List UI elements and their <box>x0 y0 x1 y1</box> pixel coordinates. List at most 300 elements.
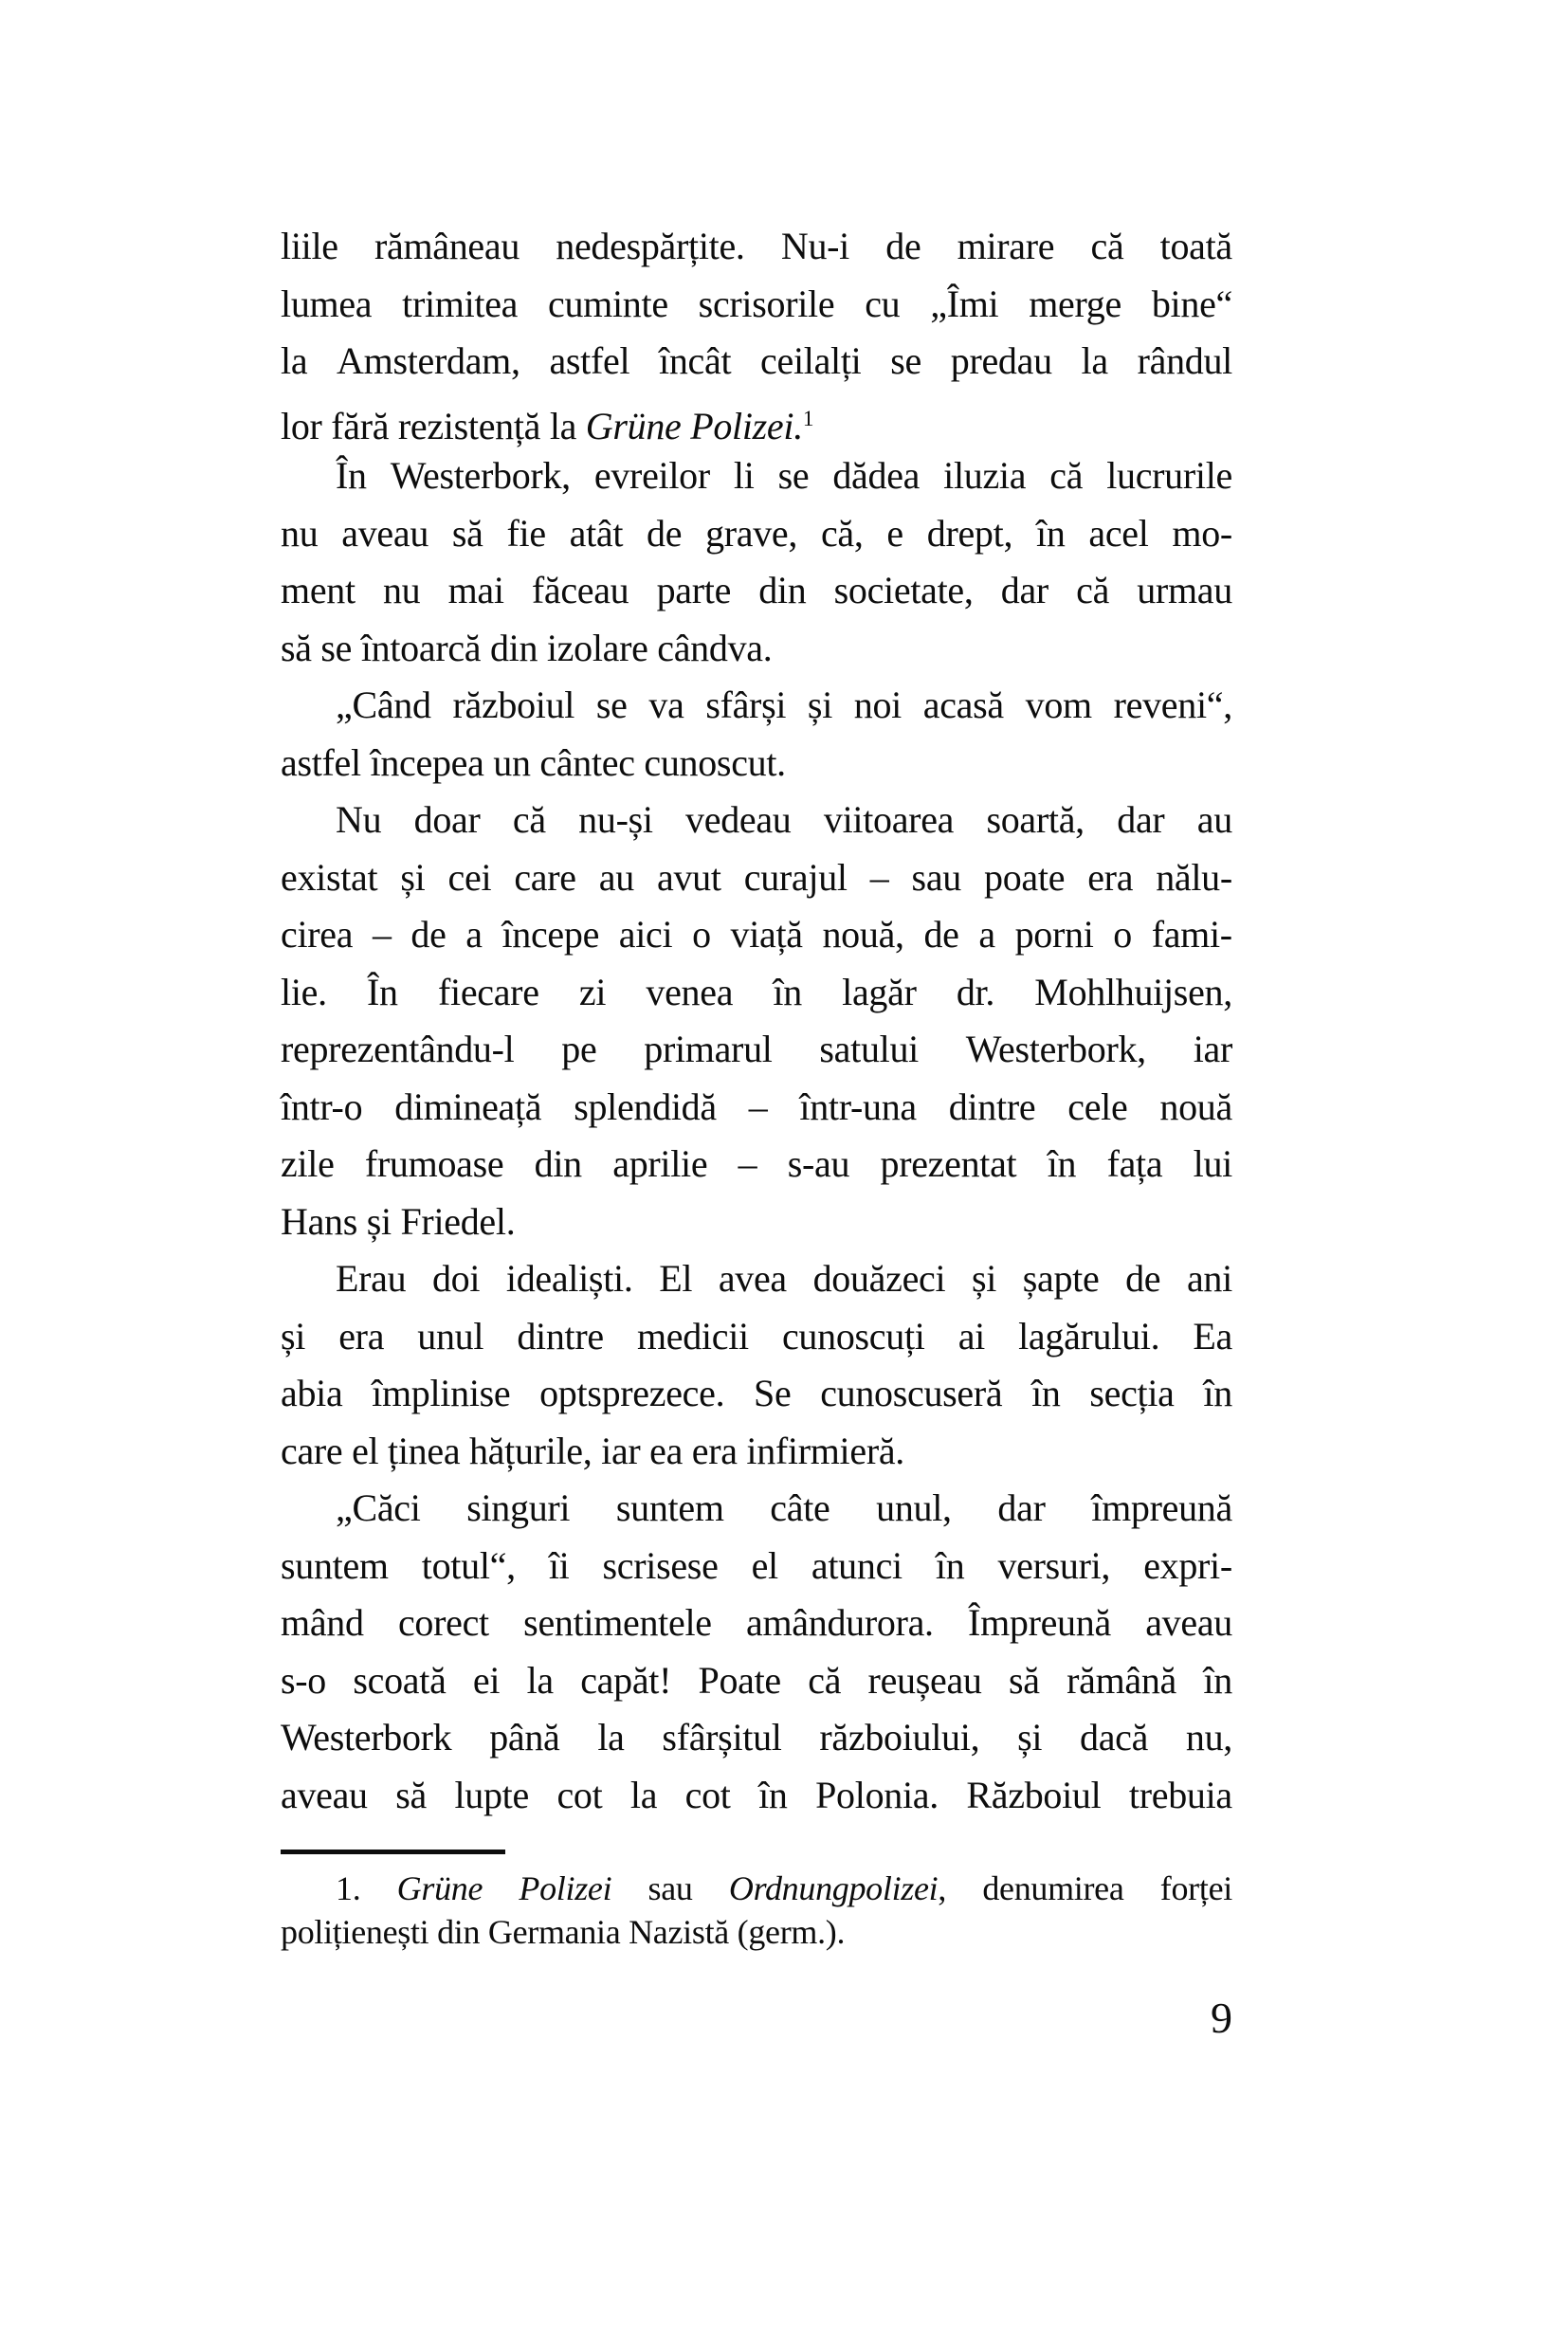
text-run: sau <box>911 855 961 899</box>
text-run: li <box>733 454 755 497</box>
word <box>1018 1308 1159 1366</box>
word <box>336 792 381 849</box>
word <box>1015 906 1094 964</box>
text-run: de <box>647 511 683 555</box>
text-run: mirare <box>957 225 1055 267</box>
word <box>760 333 861 391</box>
word <box>744 849 848 907</box>
word <box>365 1136 503 1194</box>
word <box>982 1867 1123 1910</box>
word <box>659 333 731 391</box>
text-run: să se întoarcă din izolare cândva. <box>281 626 773 669</box>
text-run: Erau <box>336 1257 407 1300</box>
word <box>927 505 1012 563</box>
text-run: în <box>773 970 802 1013</box>
word <box>1156 849 1232 907</box>
word <box>422 1538 516 1595</box>
word <box>432 1250 480 1308</box>
text-run: au <box>1196 798 1232 841</box>
word <box>338 1308 384 1366</box>
text-run: ment <box>281 569 356 611</box>
word <box>731 906 803 964</box>
text-run: Grüne Polizei. <box>585 404 803 447</box>
text-run: în <box>1047 1142 1077 1185</box>
body-line <box>281 391 1232 448</box>
text-run: s-o <box>281 1658 326 1702</box>
word <box>1172 505 1232 563</box>
word <box>1160 1867 1232 1910</box>
text-run: secția <box>1089 1372 1175 1414</box>
text-run: evreilor <box>593 454 710 497</box>
text-run: – <box>738 1142 757 1185</box>
text-run: începe <box>501 913 600 956</box>
text-run: avut <box>657 855 721 899</box>
text-run: „Îmi <box>930 282 999 325</box>
word <box>556 218 744 276</box>
text-run: aveau <box>281 1773 368 1816</box>
word <box>1194 1021 1232 1079</box>
text-run: predau <box>950 339 1052 382</box>
text-run: cu <box>865 282 901 325</box>
word <box>890 333 921 391</box>
text-run: aici <box>618 913 673 956</box>
text-run: Ea <box>1193 1314 1232 1358</box>
text-run: astfel <box>549 339 630 382</box>
word <box>811 1538 903 1595</box>
body-line <box>281 964 1232 1022</box>
text-run: câte <box>770 1486 830 1529</box>
text-run: primarul <box>644 1028 773 1070</box>
word <box>417 1308 483 1366</box>
text-run: astfel începea un cântec cunoscut. <box>281 740 786 784</box>
text-run: vom <box>1025 683 1092 726</box>
text-run: „Căci <box>336 1486 421 1529</box>
word <box>1159 1079 1232 1137</box>
word <box>395 1767 427 1825</box>
word <box>570 505 624 563</box>
word <box>281 1595 364 1652</box>
text-run: se <box>890 339 921 382</box>
word <box>824 792 954 849</box>
word <box>1026 677 1092 735</box>
text-run: abia <box>281 1372 343 1414</box>
text-run: încât <box>659 339 732 382</box>
word <box>410 906 446 964</box>
word <box>778 447 810 505</box>
text-run: dar <box>1117 798 1165 841</box>
word <box>876 1480 952 1538</box>
word <box>506 505 545 563</box>
word <box>336 1250 406 1308</box>
text-run: porni <box>1014 913 1094 956</box>
word <box>612 1136 707 1194</box>
word <box>579 964 606 1022</box>
word <box>699 276 835 334</box>
text-run: denumirea <box>982 1869 1124 1907</box>
text-run: războiului, <box>819 1716 980 1759</box>
word <box>281 849 377 907</box>
word <box>473 1652 500 1710</box>
text-run: la <box>629 1773 658 1816</box>
word <box>1203 1652 1232 1710</box>
word <box>397 1867 483 1910</box>
word <box>578 792 653 849</box>
word <box>374 218 520 276</box>
word <box>1107 1136 1163 1194</box>
word <box>637 1308 749 1366</box>
word <box>539 1365 724 1423</box>
word <box>489 1709 559 1767</box>
word <box>281 218 338 276</box>
word <box>815 1767 939 1825</box>
word <box>770 1480 830 1538</box>
text-run: până <box>489 1716 560 1759</box>
word <box>648 677 684 735</box>
word <box>813 1250 946 1308</box>
text-run: din <box>758 569 807 611</box>
word <box>517 1308 604 1366</box>
word <box>1187 1250 1232 1308</box>
word <box>281 505 318 563</box>
text-run: – <box>869 855 889 899</box>
text-run: care el ținea hățurile, iar ea era infirmieră. <box>281 1429 904 1472</box>
word <box>281 906 353 964</box>
word <box>556 1767 602 1825</box>
word <box>336 1867 360 1910</box>
word <box>373 906 392 964</box>
text-run: drept, <box>926 511 1013 555</box>
text-run: trimitea <box>402 282 519 325</box>
word <box>1186 1709 1232 1767</box>
body-line <box>281 677 1232 735</box>
word <box>1137 562 1232 620</box>
word <box>1001 562 1048 620</box>
text-run: lucrurile <box>1106 454 1232 497</box>
text-run: de <box>885 225 921 267</box>
text-run: aveau <box>341 511 429 555</box>
text-run: prezentat <box>880 1142 1017 1185</box>
body-line <box>281 620 1232 678</box>
body-line <box>281 849 1232 907</box>
text-run: și <box>400 855 426 899</box>
text-run: splendidă <box>574 1084 717 1128</box>
text-run: curajul <box>743 855 848 899</box>
text-run: nu-și <box>578 798 653 841</box>
text-run: idealiști. <box>505 1257 633 1300</box>
word <box>1017 1709 1042 1767</box>
text-run: singuri <box>466 1486 571 1529</box>
word <box>1067 1079 1127 1137</box>
word <box>448 562 504 620</box>
text-run: războiul <box>452 683 575 726</box>
text-run: zile <box>281 1142 335 1185</box>
word <box>465 906 482 964</box>
text-run: dintre <box>948 1084 1036 1128</box>
text-run: Amsterdam, <box>337 339 520 382</box>
text-run: în <box>1031 1372 1061 1414</box>
word <box>865 276 900 334</box>
word <box>281 1709 451 1767</box>
text-run: e <box>886 511 903 555</box>
text-run: atât <box>569 511 624 555</box>
word <box>372 1365 510 1423</box>
word <box>957 964 994 1022</box>
text-run: rămâneau <box>374 225 520 267</box>
word <box>1036 505 1066 563</box>
word <box>752 1538 778 1595</box>
text-run: ani <box>1186 1257 1232 1300</box>
word <box>808 677 832 735</box>
text-run: Împreună <box>968 1601 1111 1644</box>
text-run: forței <box>1159 1869 1232 1907</box>
text-run: , <box>938 1869 947 1907</box>
text-run: Grüne <box>396 1869 483 1907</box>
text-run: „Când <box>336 683 431 726</box>
word <box>367 964 398 1022</box>
word <box>535 1136 582 1194</box>
word <box>749 1079 768 1137</box>
text-run: atunci <box>811 1543 903 1587</box>
word <box>281 1652 326 1710</box>
text-run: îi <box>548 1543 570 1587</box>
page-number: 9 <box>1211 1994 1232 2042</box>
text-run: s-au <box>787 1142 850 1185</box>
body-line <box>281 333 1232 391</box>
word <box>734 447 755 505</box>
word <box>832 447 920 505</box>
body-line <box>281 1365 1232 1423</box>
text-run: cei <box>447 855 492 899</box>
word <box>1091 1480 1232 1538</box>
text-run: pe <box>561 1028 597 1070</box>
word <box>519 1867 611 1910</box>
word <box>821 505 864 563</box>
word <box>820 1365 1002 1423</box>
word <box>738 1136 757 1194</box>
word <box>383 562 420 620</box>
word <box>758 562 806 620</box>
word <box>452 505 483 563</box>
text-run: că <box>1049 454 1084 497</box>
word <box>986 792 1084 849</box>
text-run: că <box>1090 225 1124 267</box>
word <box>281 1308 305 1366</box>
text-run: viață <box>730 913 803 956</box>
footnote-line <box>281 1867 1232 1910</box>
body-line <box>281 276 1232 334</box>
text-run: și <box>281 1314 306 1358</box>
word <box>984 849 1065 907</box>
text-run: lor fără rezistență la <box>281 404 586 447</box>
text-run: nedespărțite. <box>556 225 745 267</box>
text-run: În <box>336 454 367 497</box>
word <box>997 1480 1045 1538</box>
text-run: ei <box>472 1658 501 1702</box>
word <box>842 964 916 1022</box>
text-run: la <box>1081 339 1108 382</box>
word <box>281 1365 342 1423</box>
word <box>936 1538 965 1595</box>
text-run: făceau <box>531 569 629 611</box>
text-run: mai <box>447 569 504 611</box>
word <box>281 333 307 391</box>
word <box>978 906 994 964</box>
text-run: dintre <box>517 1314 604 1358</box>
text-run: reveni“, <box>1113 683 1232 726</box>
word <box>414 792 481 849</box>
body-line <box>281 1538 1232 1595</box>
word <box>799 1079 916 1137</box>
text-run: scrisese <box>602 1543 719 1587</box>
word <box>1114 677 1232 735</box>
word <box>1090 218 1123 276</box>
text-run: cele <box>1067 1084 1128 1128</box>
word <box>281 1538 389 1595</box>
text-run: expri- <box>1143 1543 1232 1587</box>
text-run: liile <box>281 225 338 267</box>
text-run: va <box>648 683 684 726</box>
word <box>822 906 903 964</box>
text-run: Se <box>754 1372 792 1414</box>
text-run: fie <box>506 511 546 555</box>
text-run: cot <box>556 1773 603 1816</box>
text-run: rămână <box>1067 1658 1176 1702</box>
text-run: amândurora. <box>746 1601 934 1644</box>
word <box>523 1595 712 1652</box>
text-run: de <box>1125 1257 1161 1300</box>
word <box>949 1079 1036 1137</box>
text-run: dr. <box>956 970 995 1013</box>
word <box>692 906 711 964</box>
word <box>705 505 797 563</box>
text-run: că <box>512 798 546 841</box>
text-run: unul <box>417 1314 484 1358</box>
word <box>281 1136 335 1194</box>
text-run: unul, <box>876 1486 952 1529</box>
text-run: El <box>659 1257 693 1300</box>
text-run: acel <box>1088 511 1149 555</box>
text-run: ceilalți <box>760 339 862 382</box>
word <box>699 1652 781 1710</box>
text-run: aprilie <box>612 1142 708 1185</box>
word <box>958 1308 985 1366</box>
word <box>1106 447 1232 505</box>
word <box>834 562 974 620</box>
word <box>599 849 634 907</box>
word <box>1145 1595 1232 1652</box>
body-line <box>281 792 1232 849</box>
word <box>819 1709 979 1767</box>
word <box>886 505 903 563</box>
word <box>685 792 791 849</box>
text-run: Polizei <box>519 1869 612 1907</box>
text-run: la <box>281 339 308 382</box>
word <box>719 1250 787 1308</box>
word <box>597 1709 624 1767</box>
text-run: toată <box>1159 225 1232 267</box>
body-text <box>281 218 1232 1824</box>
text-run: se <box>777 454 810 497</box>
text-run: nu <box>382 569 421 611</box>
word <box>923 906 958 964</box>
text-run: sfârșitul <box>662 1716 782 1759</box>
word <box>968 1595 1111 1652</box>
text-run: dimineață <box>394 1084 542 1128</box>
word <box>646 964 733 1022</box>
word <box>596 677 628 735</box>
text-run: ai <box>957 1314 985 1358</box>
body-line <box>281 1423 1232 1481</box>
text-run: fața <box>1106 1142 1163 1185</box>
text-run: nouă, <box>822 913 904 956</box>
word <box>788 1136 849 1194</box>
body-line <box>281 1652 1232 1710</box>
text-run: viitoarea <box>823 798 955 841</box>
text-run: iluzia <box>943 454 1027 497</box>
word <box>281 964 327 1022</box>
text-run: în <box>1203 1372 1232 1414</box>
word <box>758 1767 788 1825</box>
word <box>885 218 921 276</box>
text-run: doar <box>413 798 481 841</box>
word <box>1049 447 1083 505</box>
text-run: a <box>978 913 995 956</box>
footnote-line <box>281 1910 1232 1954</box>
text-run: împlinise <box>372 1372 511 1414</box>
word <box>1143 1538 1232 1595</box>
text-run: cunoscuți <box>781 1314 925 1358</box>
text-run: scrisorile <box>698 282 835 325</box>
word <box>1117 792 1164 849</box>
text-run: din <box>534 1142 582 1185</box>
text-run: dar <box>997 1486 1046 1529</box>
word <box>808 1652 841 1710</box>
word <box>281 1021 514 1079</box>
word <box>746 1595 934 1652</box>
word <box>336 677 431 735</box>
text-run: reprezentându-l <box>281 1028 515 1070</box>
text-run: să <box>451 511 483 555</box>
word <box>281 276 372 334</box>
word <box>966 1021 1146 1079</box>
text-run: satului <box>819 1028 919 1070</box>
text-run: parte <box>656 569 732 611</box>
text-run: dar <box>1000 569 1048 611</box>
text-run: Hans și Friedel. <box>281 1199 516 1243</box>
word <box>452 677 574 735</box>
text-run: nu, <box>1185 1716 1232 1759</box>
body-line <box>281 906 1232 964</box>
text-run: au <box>598 855 634 899</box>
word <box>466 1480 570 1538</box>
word <box>337 333 520 391</box>
text-run: lie. <box>281 970 327 1013</box>
text-run: totul“, <box>421 1543 516 1587</box>
text-run: nu <box>281 511 319 555</box>
text-run: de <box>923 913 959 956</box>
word <box>1113 906 1132 964</box>
text-run: rândul <box>1137 339 1232 382</box>
text-run: fami- <box>1151 913 1232 956</box>
word <box>1088 505 1148 563</box>
text-run: o <box>692 913 711 956</box>
word <box>1029 276 1121 334</box>
word <box>1034 964 1232 1022</box>
text-run: de <box>410 913 447 956</box>
text-run: dacă <box>1080 1716 1149 1759</box>
word <box>514 849 575 907</box>
word <box>819 1021 919 1079</box>
